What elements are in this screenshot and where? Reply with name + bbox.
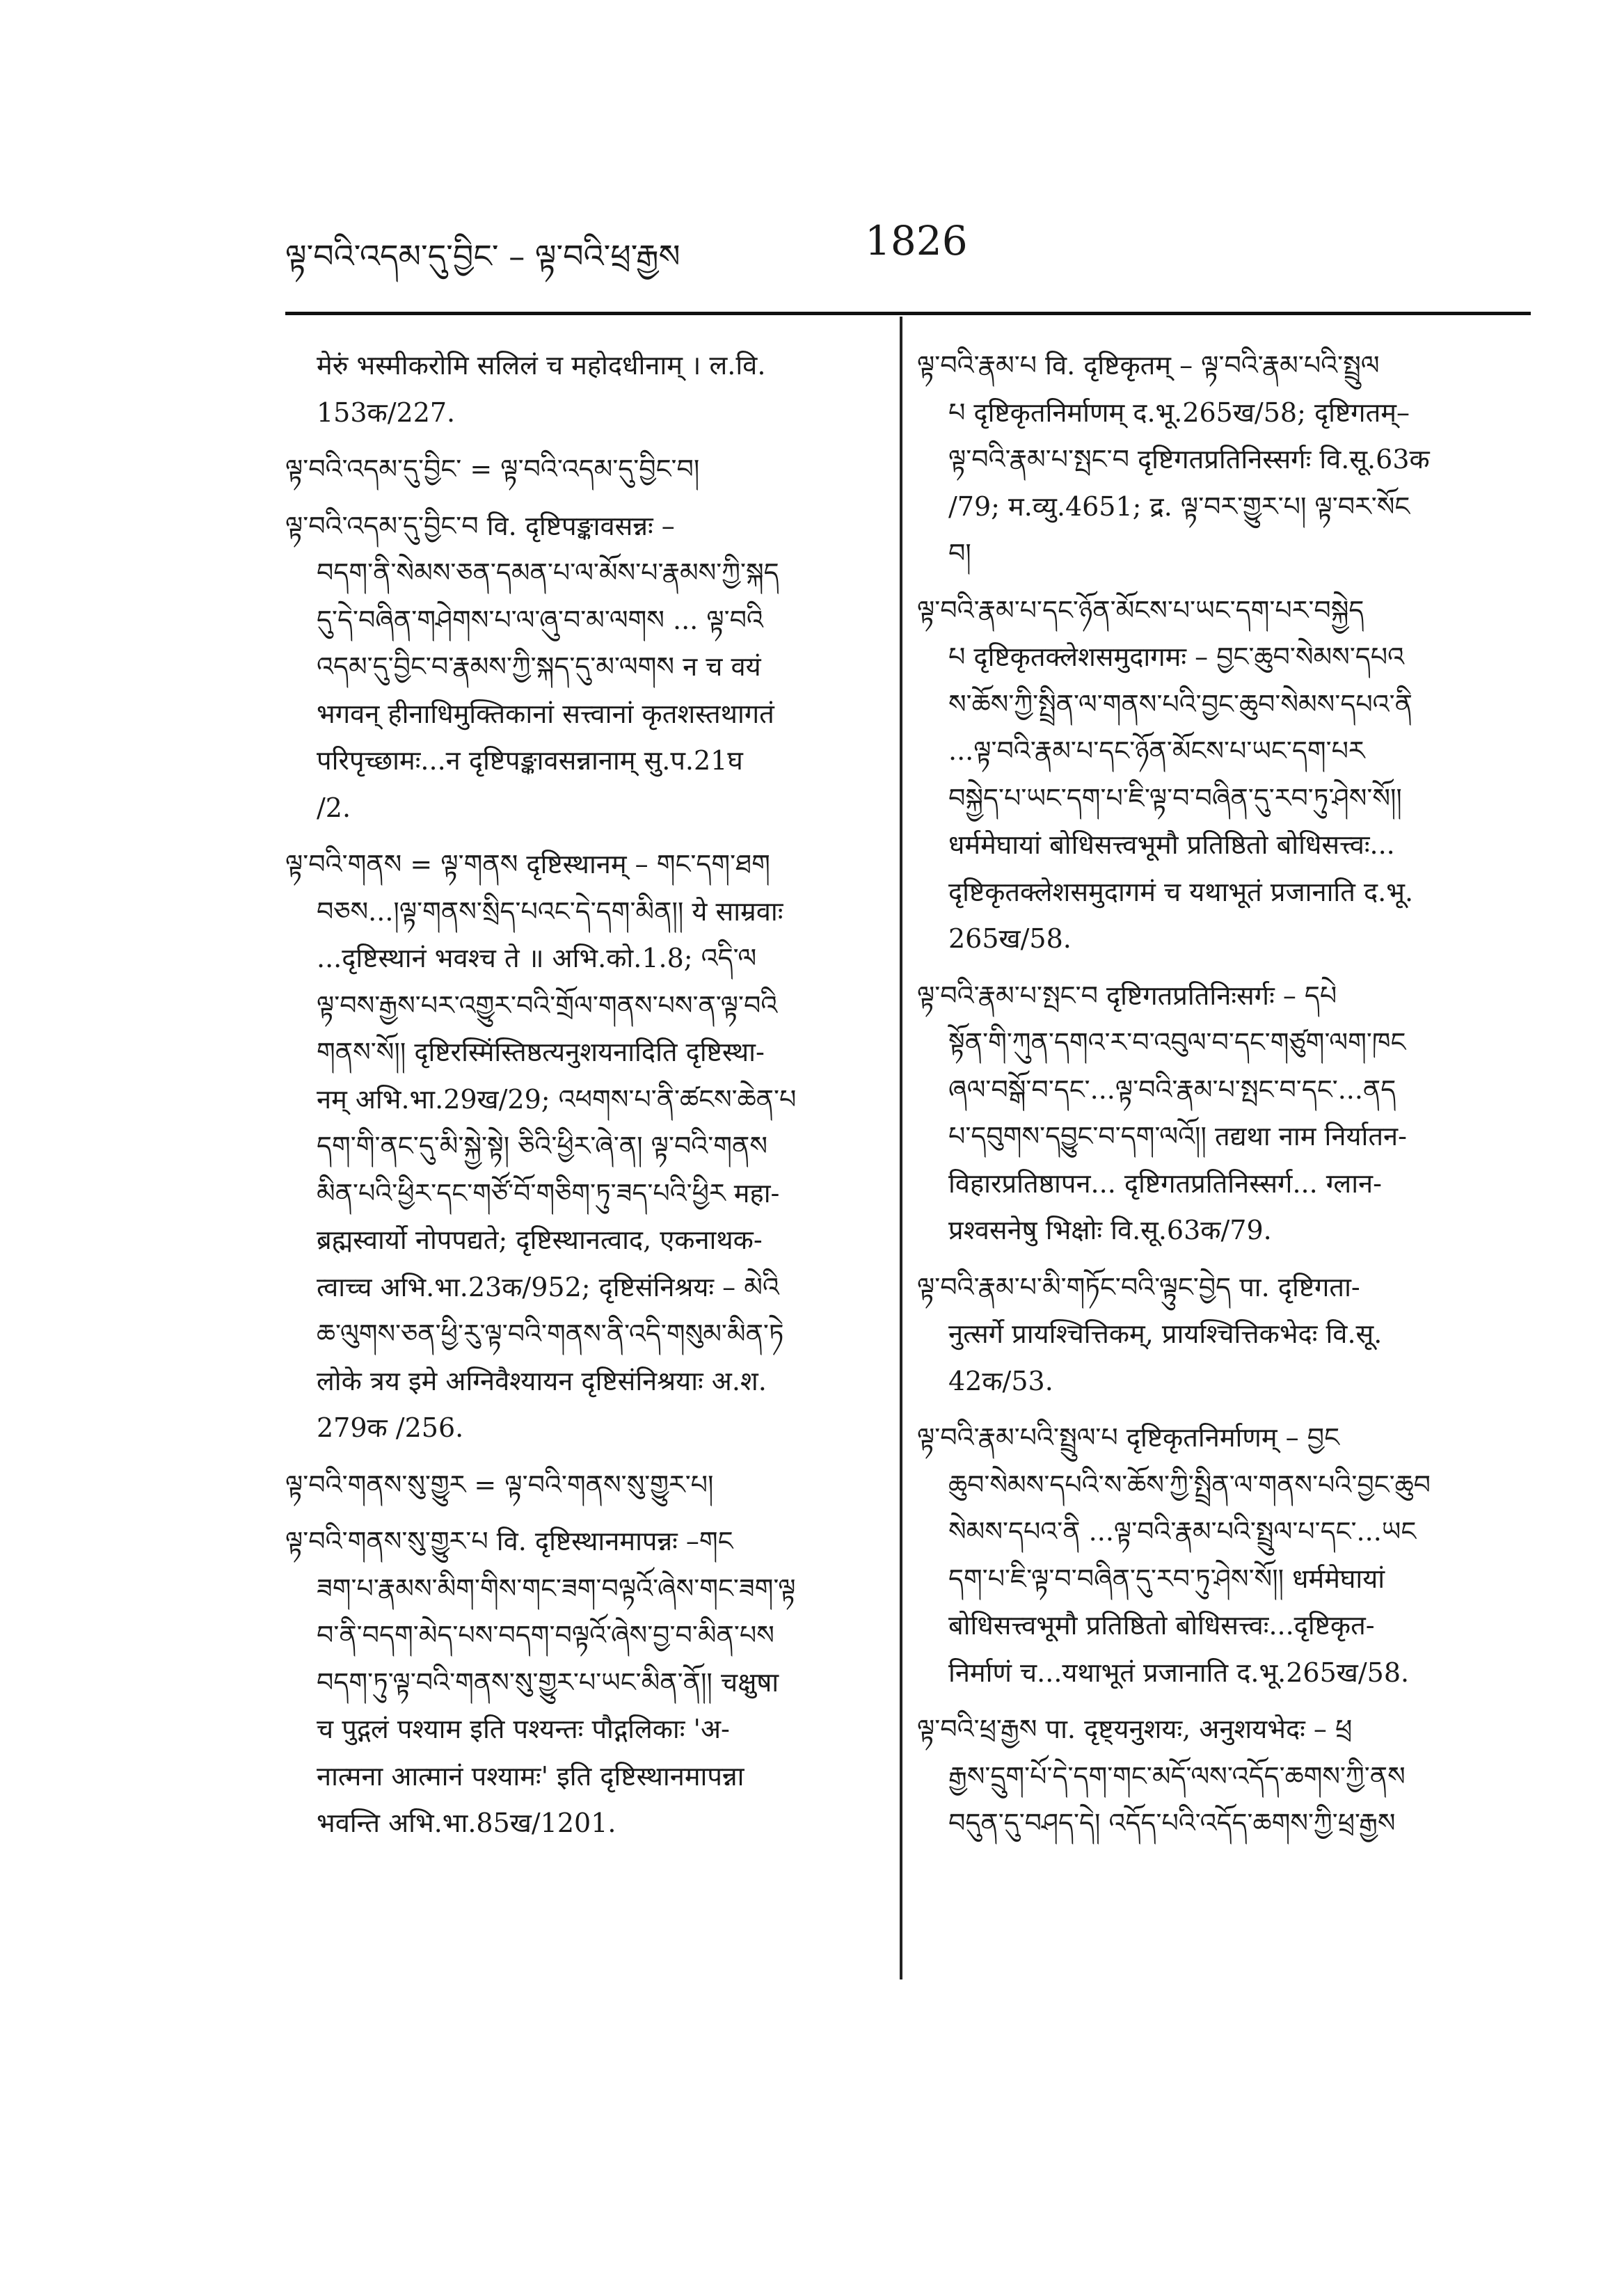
entry-text-line: ལྟ་བས་རྒྱས་པར་འགྱུར་བའི་གྲོལ་གནས་པས་ན་ལྟ་བའི <box>317 989 778 1021</box>
entry-text-line: ब्रह्मस्वार्यो नोपपद्यते; दृष्टिस्थानत्वाद, एकनाथक- <box>317 1225 763 1255</box>
entry-text-line: त्वाच्च अभि.भा.23क/952; दृष्टिसंनिश्रयः – མེའི <box>317 1271 779 1302</box>
entry-headword-line: ལྟ་བའི་རྣམ་པ་མི་གཏོང་བའི་ལྟུང་བྱེད पा. दृष्टिगता- <box>917 1271 1360 1302</box>
entry-text-line: ཞལ་བསྒོ་བ་དང་...ལྟ་བའི་རྣམ་པ་སྤང་བ་དང་...ནད <box>948 1074 1396 1105</box>
dictionary-entry <box>285 503 863 832</box>
entry-text-line: ཆུབ་སེམས་དཔའི་ས་ཆོས་ཀྱི་སྤྲིན་ལ་གནས་པའི་བྱང་ཆུབ <box>948 1469 1431 1500</box>
entry-text-line: /2. <box>317 792 351 823</box>
entry-text-line: ལྟ་བའི་རྣམ་པ་སྤང་བ दृष्टिगतप्रतिनिस्सर्गः वि.सू.63क <box>948 444 1430 475</box>
entry-text-line: ཟག་པ་རྣམས་མིག་གིས་གང་ཟག་བལྟའོ་ཞེས་གང་ཟག་ལྟ <box>317 1572 796 1604</box>
dictionary-entry <box>285 1518 863 1847</box>
page-header <box>285 217 1538 284</box>
entry-text-line: परिपृच्छामः...न दृष्टिपङ्कावसन्नानाम् सु.प.21घ <box>317 745 743 776</box>
entry-text-line: नुत्सर्गे प्रायश्चित्तिकम्, प्रायश्चित्तिकभेदः वि.सू. <box>948 1318 1383 1349</box>
entry-text-line: ...दृष्टिस्थानं भवश्च ते ॥ अभि.को.1.8; འདི་ལ <box>317 943 757 973</box>
entry-text-line: मेरुं भस्मीकरोमि सलिलं च महोदधीनाम् । ल.वि. <box>317 350 766 381</box>
entry-headword-line: ལྟ་བའི་གནས་སུ་གྱུར = ལྟ་བའི་གནས་སུ་གྱུར་པ། <box>285 1469 714 1500</box>
entry-headword-line: ལྟ་བའི་ཕྲ་རྒྱས पा. दृष्ट्यनुशयः, अनुशयभेदः – ཕྲ <box>917 1714 1353 1744</box>
entry-text-line: བ། <box>948 538 971 568</box>
entry-headword-line: ལྟ་བའི་རྣམ་པ་སྤང་བ दृष्टिगतप्रतिनिःसर्गः – དཔེ <box>917 980 1337 1011</box>
entry-headword-line: ལྟ་བའི་གནས་སུ་གྱུར་པ वि. दृष्टिस्थानमापन्नः –གང <box>285 1526 733 1556</box>
right-column <box>917 342 1528 1857</box>
entry-text-line: विहारप्रतिष्ठापन... दृष्टिगतप्रतिनिस्सर्ग... ग्लान- <box>948 1168 1382 1199</box>
entry-text-line: बोधिसत्त्वभूमौ प्रतिष्ठितो बोधिसत्त्वः...दृष्टिकृत- <box>948 1610 1375 1641</box>
page-number: 1826 <box>865 217 968 264</box>
dictionary-entry <box>917 1415 1528 1696</box>
entry-text-line: གནས་སོ།། दृष्टिरस्मिंस्तिष्ठत्यनुशयनादिति दृष्टिस्था- <box>317 1037 765 1067</box>
entry-text-line: 153क/227. <box>317 397 456 428</box>
entry-text-line: པ་དབུགས་དབྱུང་བ་དག་ལའོ།། तद्यथा नाम निर्यातन- <box>948 1121 1407 1152</box>
entry-headword-line: ལྟ་བའི་འདམ་དུ་བྱིང་ = ལྟ་བའི་འདམ་དུ་བྱིང་བ། <box>285 454 700 484</box>
entry-text-line: དག་པ་ཇི་ལྟ་བ་བཞིན་དུ་རབ་ཏུ་ཤེས་སོ།། धर्ममेघायां <box>948 1563 1385 1594</box>
entry-headword-line: ལྟ་བའི་རྣམ་པའི་སྤྲུལ་པ दृष्टिकृतनिर्माणम् – བྱང <box>917 1422 1340 1453</box>
entry-text-line: 279क /256. <box>317 1412 464 1443</box>
dictionary-entry <box>917 973 1528 1254</box>
entry-text-line: རྒྱས་དྲུག་པོ་དེ་དག་གང་མདོ་ལས་འདོད་ཆགས་ཀྱི་ནས <box>948 1760 1406 1792</box>
entry-text-line: པ दृष्टिकृतनिर्माणम् द.भू.265ख/58; दृष्टिगतम्– <box>948 397 1410 428</box>
entry-continuation <box>285 342 863 436</box>
entry-text-line: च पुद्गलं पश्याम इति पश्यन्तः पौद्गलिकाः 'अ- <box>317 1714 730 1744</box>
column-divider <box>900 317 902 1979</box>
header-rule <box>285 312 1531 315</box>
running-head: ལྟ་བའི་འདམ་དུ་བྱིང་ – ལྟ་བའི་ཕྲ་རྒྱས <box>285 237 680 275</box>
dictionary-entry <box>285 446 863 493</box>
entry-text-line: བདག་ནི་སེམས་ཅན་དམན་པ་ལ་མོས་པ་རྣམས་ཀྱི་སྐད <box>317 557 779 588</box>
entry-text-line: 265ख/58. <box>948 923 1072 954</box>
entry-text-line: སྟོན་གི་ཀུན་དགའ་ར་བ་འབུལ་བ་དང་གཙུག་ལག་ཁང <box>948 1027 1406 1058</box>
entry-text-line: མིན་པའི་ཕྱིར་དང་གཙོ་བོ་གཅིག་ཏུ་ཟད་པའི་ཕྱིར महा- <box>317 1177 780 1209</box>
entry-text-line: བཅས...།ལྟ་གནས་སྲིད་པའང་དེ་དག་མིན།། ये साम्रवाः <box>317 895 783 927</box>
entry-text-line: པ दृष्टिकृतक्लेशसमुदागमः – བྱང་ཆུབ་སེམས་དཔའ <box>948 642 1405 672</box>
entry-headword-line: ལྟ་བའི་གནས = ལྟ་གནས दृष्टिस्थानम् – གང་དག་ཐག <box>285 849 770 879</box>
entry-text-line: ...ལྟ་བའི་རྣམ་པ་དང་ཉོན་མོངས་པ་ཡང་དག་པར <box>948 735 1365 766</box>
entry-text-line: धर्ममेघायां बोधिसत्त्वभूमौ प्रतिष्ठितो बोधिसत्त्वः... <box>948 829 1395 860</box>
entry-text-line: ས་ཆོས་ཀྱི་སྤྲིན་ལ་གནས་པའི་བྱང་ཆུབ་སེམས་དཔའ་ནི <box>948 688 1412 719</box>
entry-text-line: འདམ་དུ་བྱིང་བ་རྣམས་ཀྱི་སྐད་དུ་མ་ལགས न च वयं <box>317 651 761 682</box>
entry-text-line: भवन्ति अभि.भा.85ख/1201. <box>317 1808 616 1838</box>
left-column <box>285 342 863 1857</box>
dictionary-entry <box>917 342 1528 577</box>
dictionary-entry <box>917 1706 1528 1847</box>
entry-text-line: नम् अभि.भा.29ख/29; འཕགས་པ་ནི་ཚངས་ཆེན་པ <box>317 1083 797 1115</box>
entry-text-line: नात्मना आत्मानं पश्यामः' इति दृष्टिस्थानमापन्ना <box>317 1760 745 1792</box>
entry-text-line: भगवन् हीनाधिमुक्तिकानां सत्त्वानां कृतशस्तथागतं <box>317 698 774 729</box>
entry-text-line: 42क/53. <box>948 1365 1053 1396</box>
entry-text-line: दृष्टिकृतक्लेशसमुदागमं च यथाभूतं प्रजानाति द.भू. <box>948 876 1414 907</box>
entry-text-line: བདུན་དུ་བཤད་དེ། འདོད་པའི་འདོད་ཆགས་ཀྱི་ཕྲ་རྒྱས <box>948 1808 1396 1838</box>
entry-text-line: བདག་ཏུ་ལྟ་བའི་གནས་སུ་གྱུར་པ་ཡང་མིན་ནོ།། चक्षुषा <box>317 1666 779 1698</box>
entry-text-line: སེམས་དཔའ་ནི ...ལྟ་བའི་རྣམ་པའི་སྤྲུལ་པ་དང་...ཡང <box>948 1516 1417 1547</box>
entry-headword-line: ལྟ་བའི་འདམ་དུ་བྱིང་བ वि. दृष्टिपङ्कावसन्नः – <box>285 510 675 541</box>
dictionary-entry <box>917 587 1528 963</box>
entry-text-line: निर्माणं च...यथाभूतं प्रजानाति द.भू.265ख/58. <box>948 1657 1410 1688</box>
entry-text-line: लोके त्रय इमे अग्निवैश्यायन दृष्टिसंनिश्रयाः अ.श. <box>317 1365 767 1396</box>
dictionary-entry <box>917 1264 1528 1405</box>
entry-text-line: བསྐྱེད་པ་ཡང་དག་པ་ཇི་ལྟ་བ་བཞིན་དུ་རབ་ཏུ་ཤེས་སོ།། <box>948 782 1402 813</box>
entry-text-line: དག་གི་ནང་དུ་མི་སྐྱེ་སྟེ། ཅིའི་ཕྱིར་ཞེ་ན། ལྟ་བའི་གནས <box>317 1131 767 1161</box>
entry-text-line: དུ་དེ་བཞིན་གཤེགས་པ་ལ་ཞུ་བ་མ་ལགས ... ལྟ་བའི <box>317 604 763 635</box>
entry-text-line: ཆ་ལུགས་ཅན་ཕྱི་རུ་ལྟ་བའི་གནས་ནི་འདི་གསུམ་མིན་ཏེ <box>317 1318 784 1349</box>
dictionary-entry <box>285 1462 863 1509</box>
entry-text-line: /79; म.व्यु.4651; द्र. ལྟ་བར་གྱུར་པ། ལྟ་བར་སོང <box>948 491 1410 522</box>
entry-text-line: བ་ནི་བདག་མེད་པས་བདག་བལྟའོ་ཞེས་བྱ་བ་མིན་པས <box>317 1620 774 1650</box>
entry-headword-line: ལྟ་བའི་རྣམ་པ་དང་ཉོན་མོངས་པ་ཡང་དག་པར་བསྐྱེད <box>917 594 1364 625</box>
dictionary-entry <box>285 841 863 1452</box>
entry-headword-line: ལྟ་བའི་རྣམ་པ वि. दृष्टिकृतम् – ལྟ་བའི་རྣམ་པའི་སྤྲུལ <box>917 350 1380 381</box>
entry-text-line: प्रश्वसनेषु भिक्षोः वि.सू.63क/79. <box>948 1215 1272 1245</box>
